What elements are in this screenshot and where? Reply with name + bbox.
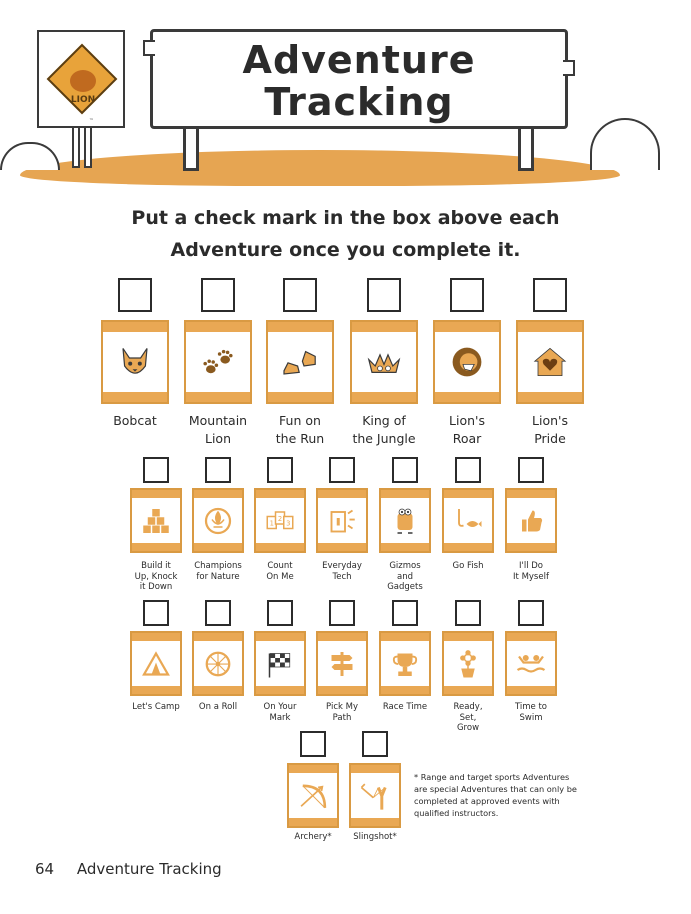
adventure-label-line: Fun on bbox=[279, 413, 321, 428]
adventure-card-ready-set-grow bbox=[442, 631, 494, 696]
card-band-top bbox=[352, 322, 416, 332]
card-band-top bbox=[103, 322, 167, 332]
bow-arrow-icon bbox=[289, 773, 337, 818]
instructions bbox=[0, 202, 691, 266]
adventure-card-let-s-camp bbox=[130, 631, 182, 696]
adventure-label-fun-on-the-run bbox=[252, 412, 348, 448]
svg-text:1: 1 bbox=[269, 519, 274, 527]
svg-text:2: 2 bbox=[277, 514, 283, 523]
card-band-top bbox=[132, 490, 180, 498]
adventure-label-line: King of bbox=[362, 413, 406, 428]
card-band-top bbox=[435, 322, 499, 332]
tent-icon bbox=[132, 641, 180, 686]
adventure-label-line: Lion's bbox=[532, 413, 568, 428]
badge-post-left bbox=[72, 128, 80, 168]
adventure-card-mountain-lion bbox=[184, 320, 252, 404]
adventure-label-line: Swim bbox=[519, 712, 543, 723]
adventure-label-line: the Jungle bbox=[352, 431, 416, 446]
checkbox-bobcat[interactable] bbox=[118, 278, 152, 312]
adventure-label-line: Lion bbox=[204, 431, 231, 446]
adventure-label-line: Go Fish bbox=[452, 561, 484, 571]
number-cards-icon bbox=[256, 498, 304, 543]
thumbs-up-icon bbox=[507, 498, 555, 543]
swimmers-icon bbox=[507, 641, 555, 686]
card-band-top bbox=[381, 490, 429, 498]
adventure-label-line: Up, Knock bbox=[134, 571, 178, 582]
card-band-bottom bbox=[381, 686, 429, 694]
adventure-label-time-to-swim bbox=[491, 702, 571, 723]
adventure-card-bobcat bbox=[101, 320, 169, 404]
adventure-card-pick-my-path bbox=[316, 631, 368, 696]
card-band-bottom bbox=[256, 686, 304, 694]
badge-post-right bbox=[84, 128, 92, 168]
paw-prints-icon bbox=[186, 332, 250, 392]
adventure-card-king-of-the-jungle bbox=[350, 320, 418, 404]
adventure-card-slingshot bbox=[349, 763, 401, 828]
bush-left bbox=[0, 142, 60, 170]
trophy-icon bbox=[381, 641, 429, 686]
card-band-bottom bbox=[351, 818, 399, 826]
card-band-bottom bbox=[103, 392, 167, 402]
bobcat-icon bbox=[103, 332, 167, 392]
card-band-bottom bbox=[132, 686, 180, 694]
card-band-top bbox=[194, 490, 242, 498]
adventure-label-line: Race Time bbox=[382, 702, 428, 712]
adventure-card-on-your-mark bbox=[254, 631, 306, 696]
card-band-bottom bbox=[289, 818, 337, 826]
adventure-label-line: Build it bbox=[141, 561, 171, 571]
card-band-bottom bbox=[186, 392, 250, 402]
adventure-label-line: On Me bbox=[266, 571, 294, 582]
adventure-label-king-of-the-jungle bbox=[336, 412, 432, 448]
card-band-top bbox=[444, 490, 492, 498]
card-band-bottom bbox=[352, 392, 416, 402]
card-band-bottom bbox=[518, 392, 582, 402]
checkbox-mountain-lion[interactable] bbox=[201, 278, 235, 312]
adventure-label-line: Pick My bbox=[326, 702, 358, 712]
page-title-line2: Tracking bbox=[264, 80, 454, 124]
adventure-label-line: Ready, bbox=[453, 702, 483, 712]
card-band-top bbox=[256, 633, 304, 641]
checkbox-gizmos-and-gadgets[interactable] bbox=[392, 457, 418, 483]
card-band-top bbox=[444, 633, 492, 641]
sneakers-icon bbox=[268, 332, 332, 392]
adventure-label-line: Path bbox=[332, 712, 352, 723]
card-band-top bbox=[289, 765, 337, 773]
adventure-label-line: Gadgets bbox=[387, 582, 423, 592]
checkbox-time-to-swim[interactable] bbox=[518, 600, 544, 626]
adventure-label-line: Set, bbox=[459, 712, 477, 723]
adventure-label-lion-s-roar bbox=[419, 412, 515, 448]
card-band-bottom bbox=[256, 543, 304, 551]
checkbox-i-ll-do-it-myself[interactable] bbox=[518, 457, 544, 483]
trademark-mark: ™ bbox=[89, 118, 94, 124]
slingshot-icon bbox=[351, 773, 399, 818]
adventure-label-line: Slingshot* bbox=[353, 832, 397, 842]
checkbox-king-of-the-jungle[interactable] bbox=[367, 278, 401, 312]
card-band-top bbox=[507, 490, 555, 498]
adventure-label-line: the Run bbox=[275, 431, 325, 446]
card-band-top bbox=[268, 322, 332, 332]
card-band-bottom bbox=[194, 686, 242, 694]
signboard-post-left bbox=[183, 129, 199, 171]
card-band-bottom bbox=[435, 392, 499, 402]
card-band-top bbox=[318, 633, 366, 641]
card-band-top bbox=[256, 490, 304, 498]
card-band-top bbox=[194, 633, 242, 641]
flower-pot-icon bbox=[444, 641, 492, 686]
adventure-label-line: Time to bbox=[514, 702, 548, 712]
card-band-top bbox=[351, 765, 399, 773]
adventure-label-line: Lion's bbox=[449, 413, 485, 428]
checkbox-pick-my-path[interactable] bbox=[329, 600, 355, 626]
adventure-label-bobcat bbox=[87, 412, 183, 430]
card-band-top bbox=[518, 322, 582, 332]
card-band-top bbox=[381, 633, 429, 641]
fish-hook-icon bbox=[444, 498, 492, 543]
checkbox-archery[interactable] bbox=[300, 731, 326, 757]
card-band-bottom bbox=[381, 543, 429, 551]
adventure-card-everyday-tech bbox=[316, 488, 368, 553]
checkered-flag-icon bbox=[256, 641, 304, 686]
adventure-label-line: Archery* bbox=[294, 832, 332, 842]
signboard-post-right bbox=[518, 129, 534, 171]
adventure-label-line: I'll Do bbox=[518, 561, 543, 571]
adventure-label-line: Let's Camp bbox=[132, 702, 180, 712]
adventure-card-on-a-roll bbox=[192, 631, 244, 696]
adventure-label-line: and bbox=[397, 571, 413, 582]
checkbox-lion-s-roar[interactable] bbox=[450, 278, 484, 312]
checkbox-ready-set-grow[interactable] bbox=[455, 600, 481, 626]
checkbox-build-it-up-knock-it-down[interactable] bbox=[143, 457, 169, 483]
adventure-label-line: Mark bbox=[269, 712, 291, 723]
range-sports-note: * Range and target sports Adventures are special Adventures that can only be completed at approved events with qualified instructors. bbox=[414, 772, 577, 818]
adventure-label-line: On Your bbox=[263, 702, 297, 712]
checkbox-go-fish[interactable] bbox=[455, 457, 481, 483]
adventure-label-line: Tech bbox=[332, 571, 352, 582]
signpost-icon bbox=[318, 641, 366, 686]
adventure-label-line: Pride bbox=[534, 431, 566, 446]
title-signboard bbox=[150, 29, 568, 129]
adventure-card-go-fish bbox=[442, 488, 494, 553]
checkbox-race-time[interactable] bbox=[392, 600, 418, 626]
checkbox-slingshot[interactable] bbox=[362, 731, 388, 757]
adventure-label-line: it Down bbox=[139, 582, 173, 592]
adventure-label-slingshot bbox=[335, 832, 415, 843]
checkbox-on-a-roll[interactable] bbox=[205, 600, 231, 626]
page-number: 64 bbox=[35, 860, 55, 878]
card-band-bottom bbox=[444, 543, 492, 551]
adventure-label-line: Champions bbox=[194, 561, 242, 571]
wheel-icon bbox=[194, 641, 242, 686]
adventure-card-lion-s-pride bbox=[516, 320, 584, 404]
instructions-line1: Put a check mark in the box above each bbox=[131, 207, 560, 229]
card-band-bottom bbox=[444, 686, 492, 694]
adventure-card-gizmos-and-gadgets bbox=[379, 488, 431, 553]
checkbox-let-s-camp[interactable] bbox=[143, 600, 169, 626]
card-band-bottom bbox=[507, 543, 555, 551]
adventure-label-line: It Myself bbox=[513, 571, 549, 582]
card-band-top bbox=[186, 322, 250, 332]
card-band-bottom bbox=[268, 392, 332, 402]
card-band-bottom bbox=[318, 686, 366, 694]
adventure-label-line: Grow bbox=[456, 723, 480, 733]
lion-badge-sign bbox=[37, 30, 125, 128]
adventure-label-line: Mountain bbox=[188, 413, 248, 428]
card-band-bottom bbox=[194, 543, 242, 551]
cup-stack-icon bbox=[132, 498, 180, 543]
adventure-label-line: Gizmos bbox=[389, 561, 421, 571]
card-band-bottom bbox=[507, 686, 555, 694]
card-band-top bbox=[132, 633, 180, 641]
card-band-top bbox=[507, 633, 555, 641]
robot-icon bbox=[381, 498, 429, 543]
lion-face-icon bbox=[70, 70, 96, 92]
adventure-label-line: Roar bbox=[452, 431, 482, 446]
lion-badge-text: LION bbox=[70, 95, 96, 105]
checkbox-count-on-me[interactable] bbox=[267, 457, 293, 483]
adventure-label-line: for Nature bbox=[196, 571, 240, 582]
checkbox-on-your-mark[interactable] bbox=[267, 600, 293, 626]
adventure-card-count-on-me bbox=[254, 488, 306, 553]
bush-right bbox=[590, 118, 660, 170]
heart-house-icon bbox=[518, 332, 582, 392]
instructions-line2: Adventure once you complete it. bbox=[170, 239, 521, 261]
page-header bbox=[0, 0, 691, 195]
adventure-card-i-ll-do-it-myself bbox=[505, 488, 557, 553]
adventure-card-build-it-up-knock-it-down bbox=[130, 488, 182, 553]
adventure-card-archery bbox=[287, 763, 339, 828]
adventure-card-lion-s-roar bbox=[433, 320, 501, 404]
adventure-card-champions-for-nature bbox=[192, 488, 244, 553]
card-band-top bbox=[318, 490, 366, 498]
checkbox-fun-on-the-run[interactable] bbox=[283, 278, 317, 312]
adventure-card-fun-on-the-run bbox=[266, 320, 334, 404]
crown-icon bbox=[352, 332, 416, 392]
svg-text:3: 3 bbox=[286, 519, 291, 527]
checkbox-everyday-tech[interactable] bbox=[329, 457, 355, 483]
adventure-card-race-time bbox=[379, 631, 431, 696]
fleur-de-lis-icon bbox=[194, 498, 242, 543]
adventure-label-line: Count bbox=[267, 561, 293, 571]
adventure-label-i-ll-do-it-myself bbox=[491, 561, 571, 582]
page-title-line1: Adventure bbox=[242, 38, 476, 82]
adventure-card-time-to-swim bbox=[505, 631, 557, 696]
light-switch-icon bbox=[318, 498, 366, 543]
adventure-label-line: Bobcat bbox=[113, 413, 157, 428]
checkbox-lion-s-pride[interactable] bbox=[533, 278, 567, 312]
page-footer bbox=[35, 860, 222, 878]
card-band-bottom bbox=[318, 543, 366, 551]
adventure-label-line: On a Roll bbox=[198, 702, 238, 712]
checkbox-champions-for-nature[interactable] bbox=[205, 457, 231, 483]
adventure-label-line: Everyday bbox=[322, 561, 362, 571]
footer-section-title: Adventure Tracking bbox=[76, 860, 222, 878]
roaring-lion-icon bbox=[435, 332, 499, 392]
adventure-label-lion-s-pride bbox=[502, 412, 598, 448]
card-band-bottom bbox=[132, 543, 180, 551]
